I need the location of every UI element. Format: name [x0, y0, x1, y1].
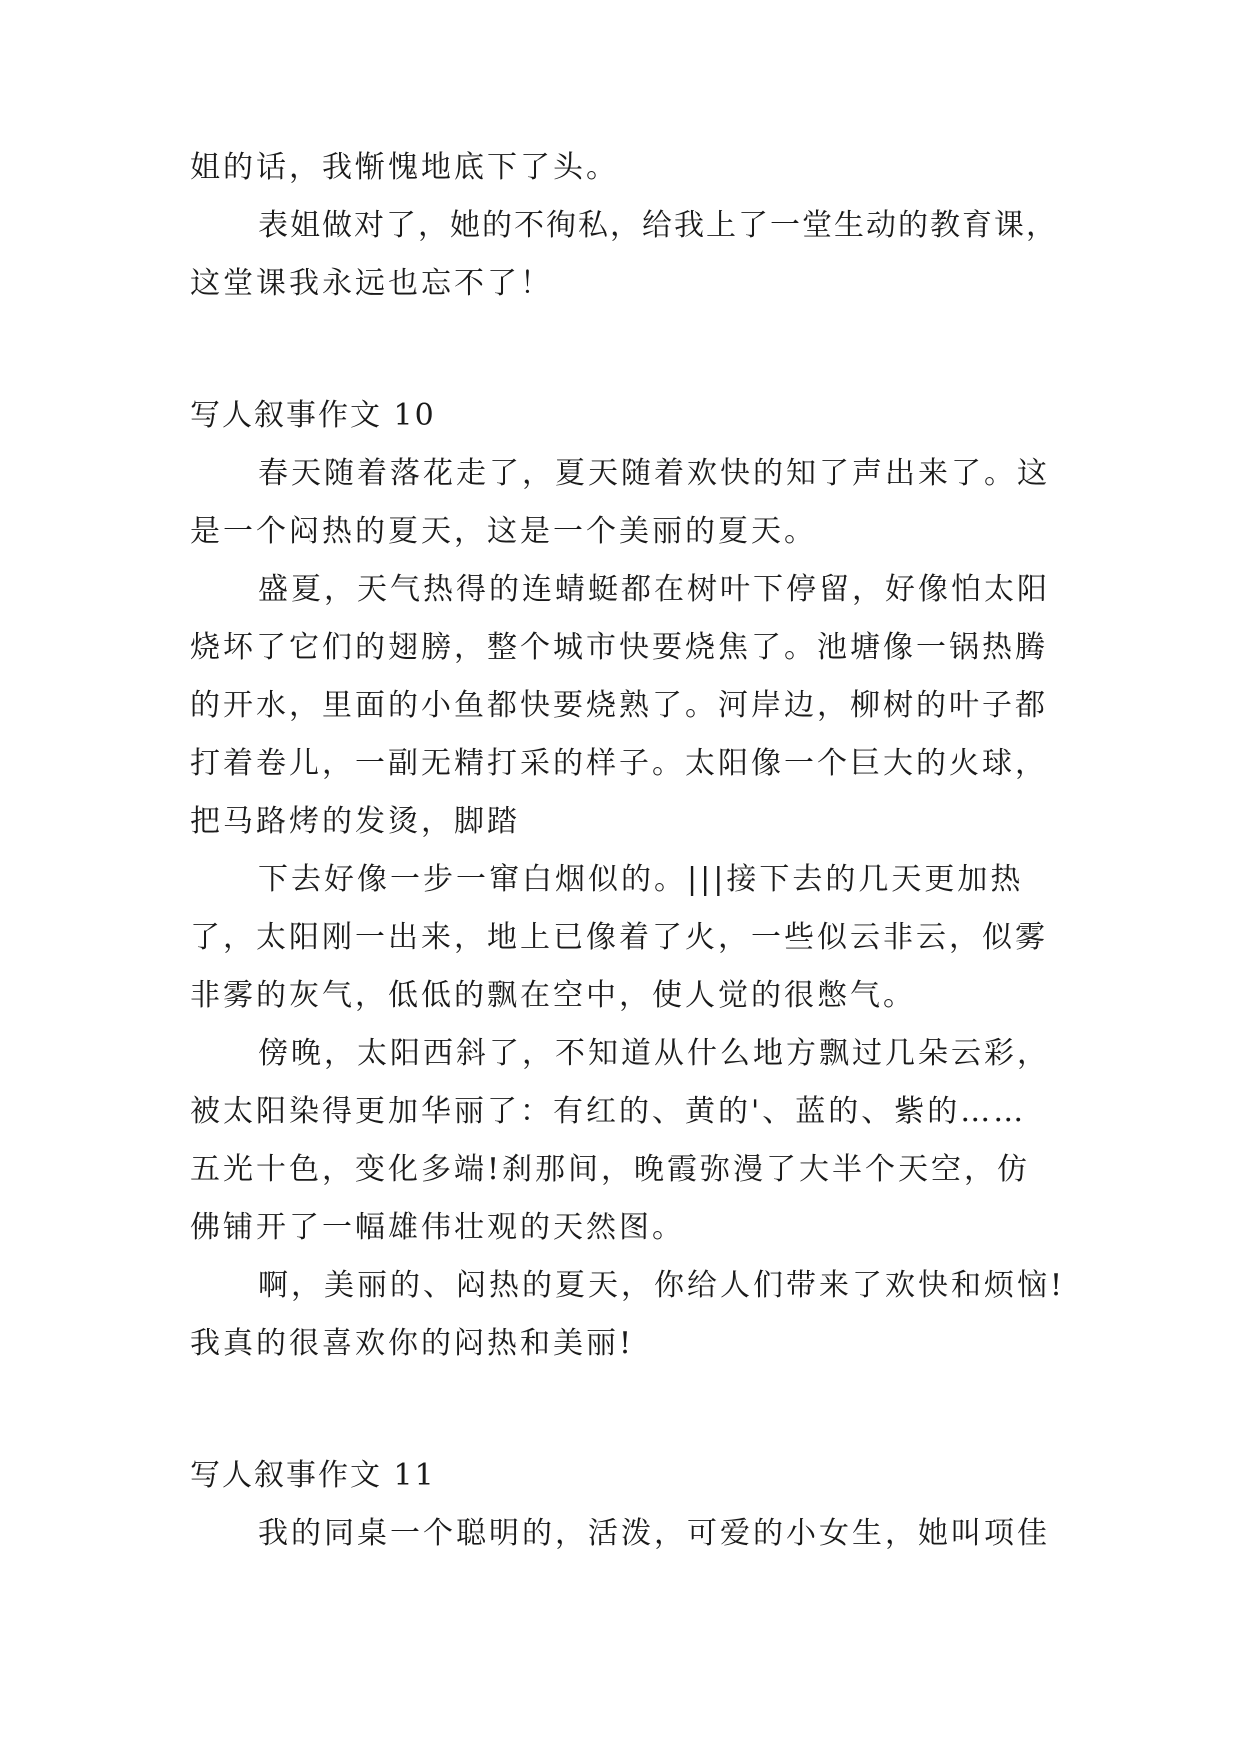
section-heading: 写人叙事作文 10	[190, 398, 436, 433]
paragraph-line: 啊，美丽的、闷热的夏天，你给人们带来了欢快和烦恼!	[258, 1268, 1066, 1303]
paragraph-line: 五光十色，变化多端!刹那间，晚霞弥漫了大半个天空，仿	[190, 1152, 1031, 1187]
paragraph-line: 被太阳染得更加华丽了：有红的、黄的'、蓝的、紫的……	[190, 1094, 1027, 1129]
paragraph-line: 春天随着落花走了，夏天随着欢快的知了声出来了。这	[258, 456, 1050, 491]
paragraph-line: 打着卷儿，一副无精打采的样子。太阳像一个巨大的火球，	[190, 746, 1048, 781]
paragraph-line: 把马路烤的发烫，脚踏	[190, 804, 520, 839]
paragraph-line: 我的同桌一个聪明的，活泼，可爱的小女生，她叫项佳	[258, 1516, 1050, 1551]
paragraph-line: 的开水，里面的小鱼都快要烧熟了。河岸边，柳树的叶子都	[190, 688, 1048, 723]
paragraph-line: 傍晚，太阳西斜了，不知道从什么地方飘过几朵云彩，	[258, 1036, 1050, 1071]
paragraph-line: 表姐做对了，她的不徇私，给我上了一堂生动的教育课，	[258, 208, 1058, 243]
paragraph-line: 烧坏了它们的翅膀，整个城市快要烧焦了。池塘像一锅热腾	[190, 630, 1048, 665]
paragraph-line: 是一个闷热的夏天，这是一个美丽的夏天。	[190, 514, 817, 549]
paragraph-line: 盛夏，天气热得的连蜻蜓都在树叶下停留，好像怕太阳	[258, 572, 1050, 607]
paragraph-line: 非雾的灰气，低低的飘在空中，使人觉的很憋气。	[190, 978, 916, 1013]
paragraph-line: 了，太阳刚一出来，地上已像着了火，一些似云非云，似雾	[190, 920, 1048, 955]
paragraph-line: 佛铺开了一幅雄伟壮观的天然图。	[190, 1210, 685, 1245]
paragraph-line: 下去好像一步一窜白烟似的。|||接下去的几天更加热	[258, 862, 1024, 897]
paragraph-line: 这堂课我永远也忘不了！	[190, 266, 553, 301]
paragraph-line: 姐的话，我惭愧地底下了头。	[190, 150, 619, 185]
section-heading: 写人叙事作文 11	[190, 1458, 436, 1493]
paragraph-line: 我真的很喜欢你的闷热和美丽!	[190, 1326, 635, 1361]
